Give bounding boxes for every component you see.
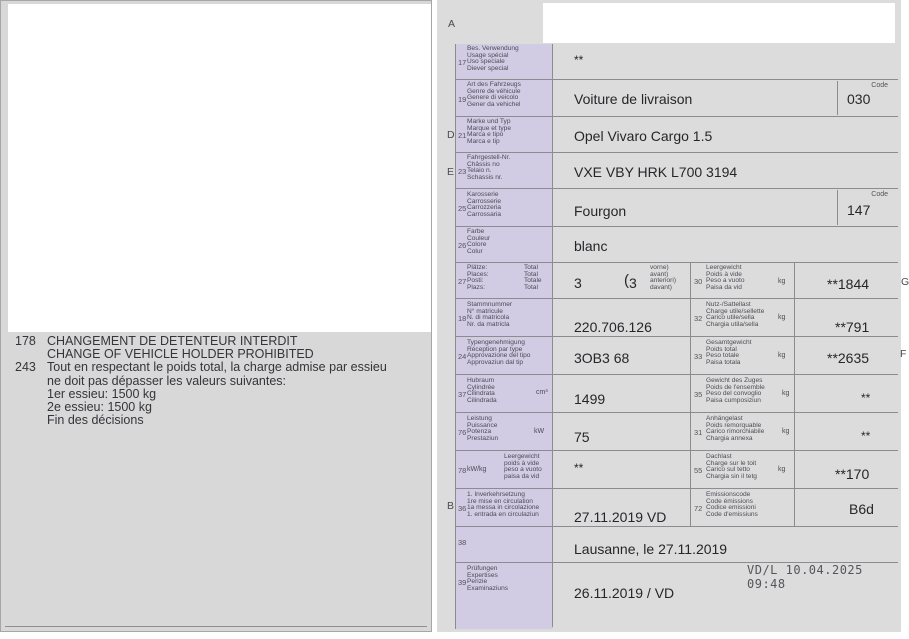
unit: kg xyxy=(778,278,786,285)
field-value-right: **1844 xyxy=(827,276,870,292)
code-label: Code xyxy=(871,191,888,198)
field-label: Hubraum Cylindrée Cilindrata Cilindrada xyxy=(467,377,497,404)
field-27-seats xyxy=(456,263,898,299)
field-25-body xyxy=(456,189,898,227)
decision-line: 1er essieu: 1500 kg xyxy=(47,386,157,401)
field-value: Lausanne, le 27.11.2019 xyxy=(574,541,728,557)
decision-line: CHANGEMENT DE DETENTEUR INTERDIT xyxy=(47,334,298,348)
unit: kW/kg xyxy=(467,466,487,473)
field-18-matriculation xyxy=(456,299,898,337)
field-value-right: B6d xyxy=(849,501,874,517)
field-number: 35 xyxy=(694,390,703,399)
field-number: 25 xyxy=(458,204,467,213)
unit: kg xyxy=(778,314,786,321)
field-19-vehicle-type xyxy=(456,80,898,117)
decision-178 xyxy=(11,335,429,361)
field-number: 27 xyxy=(458,277,467,286)
registration-table xyxy=(455,44,897,629)
field-value: 26.11.2019 / VD xyxy=(574,585,675,601)
unit: cm³ xyxy=(536,389,548,396)
field-value: Voiture de livraison xyxy=(574,91,693,107)
field-number: 23 xyxy=(458,167,467,176)
decision-line: Fin des décisions xyxy=(47,413,144,428)
code-box xyxy=(837,81,894,115)
section-letter-a: A xyxy=(448,18,456,30)
decision-code: 178 xyxy=(15,334,36,348)
field-number: 36 xyxy=(458,504,467,513)
field-value-right: ** xyxy=(861,429,871,443)
code-label: Code xyxy=(871,82,888,89)
field-value: 3OB3 68 xyxy=(574,350,630,366)
field-36-first-registration xyxy=(456,489,898,527)
field-value: Opel Vivaro Cargo 1.5 xyxy=(574,128,713,144)
field-label: Typengenehmigung Réception par type Approvazione del tipo Approvaziun dal tip xyxy=(467,339,531,366)
field-number: 33 xyxy=(694,352,703,361)
field-label: 1. Inverkehrsetzung 1re mise en circulation 1a messa in circolazione 1. entrada en circulaziun xyxy=(467,491,540,518)
field-37-displacement xyxy=(456,375,898,413)
margin-letter-f: F xyxy=(900,348,907,360)
field-value: blanc xyxy=(574,238,608,254)
field-number: 17 xyxy=(458,58,467,67)
decision-line: CHANGE OF VEHICLE HOLDER PROHIBITED xyxy=(47,347,314,362)
field-number: 19 xyxy=(458,95,467,104)
field-number: 72 xyxy=(694,504,703,513)
unit: kg xyxy=(782,428,790,435)
field-24-type-approval xyxy=(456,337,898,375)
unit: kg xyxy=(778,466,786,473)
inspection-stamp: VD/L 10.04.2025 09:48 xyxy=(747,563,863,591)
decision-243 xyxy=(11,361,429,427)
field-number: 39 xyxy=(458,578,467,587)
field-label: Leistung Puissance Potenza Prestaziun xyxy=(467,415,499,442)
redacted-area xyxy=(543,3,895,43)
left-page xyxy=(0,0,432,632)
code-box xyxy=(837,190,894,225)
field-number: 26 xyxy=(458,241,467,250)
field-label: Total Total Totale Total xyxy=(524,264,542,291)
field-value: 27.11.2019 VD xyxy=(574,509,667,525)
code-value: 030 xyxy=(847,91,871,107)
field-value-front: 3 xyxy=(629,275,637,291)
unit: kg xyxy=(782,390,790,397)
field-label: Art des Fahrzeugs Genre de véhicule Genere di veicolo Gener da vehichel xyxy=(467,81,521,108)
section-letter-d: D xyxy=(447,129,455,141)
field-number: 76 xyxy=(458,428,467,437)
field-label: Leergewicht poids à vide peso a vuoto paisa da vid xyxy=(504,453,542,480)
field-label: Fahrgestell-Nr. Châssis no Telaio n. Schassis nr. xyxy=(467,154,511,181)
field-value-right: **2635 xyxy=(827,350,870,366)
field-17-special-use xyxy=(456,44,898,80)
field-value: 220.706.126 xyxy=(574,319,652,335)
decisions-list xyxy=(11,335,429,427)
field-label: Bes. Verwendung Usage spécial Uso speciale Diever special xyxy=(467,45,519,72)
section-letter-b: B xyxy=(447,500,455,512)
field-label: Karosserie Carrosserie Carrozzeria Carrossaria xyxy=(467,191,502,218)
field-23-chassis-number xyxy=(456,153,898,189)
field-label: vorne) avant) anteriori) davant) xyxy=(650,264,677,291)
field-label: Prüfungen Expertises Perizie Examinaziuns xyxy=(467,565,509,592)
redacted-area xyxy=(8,4,431,332)
field-38-place-date xyxy=(456,527,898,563)
field-78-power-weight xyxy=(456,451,898,489)
divider xyxy=(5,626,427,627)
unit: kg xyxy=(778,352,786,359)
field-value: 1499 xyxy=(574,391,606,407)
field-21-make-type xyxy=(456,117,898,153)
decision-line: Tout en respectant le poids total, la charge admise par essieu xyxy=(47,360,387,375)
code-value: 147 xyxy=(847,202,871,218)
field-label: Stammnummer N° matricule N. di matricola Nr. da matricla xyxy=(467,301,513,328)
field-label: Gesamtgewicht Poids total Peso totale Paisa totala xyxy=(706,339,752,366)
field-value: ** xyxy=(574,53,584,67)
field-value-right: **791 xyxy=(835,319,870,335)
field-label: Emissionscode Code émissions Codice emissioni Code d'emissiuns xyxy=(706,491,758,518)
field-number: 24 xyxy=(458,352,467,361)
field-number: 32 xyxy=(694,314,703,323)
field-label: Dachlast Charge sur le toit Carico sul tetto Chargia sin il tetg xyxy=(706,453,757,480)
field-number: 55 xyxy=(694,466,703,475)
field-value: VXE VBY HRK L700 3194 xyxy=(574,164,738,180)
field-label: Farbe Couleur Colore Colur xyxy=(467,228,491,255)
field-number: 38 xyxy=(458,538,467,547)
field-number: 78 xyxy=(458,466,467,475)
field-number: 18 xyxy=(458,314,467,323)
field-value: ** xyxy=(574,461,584,475)
field-number: 21 xyxy=(458,131,467,140)
field-value: 75 xyxy=(574,429,590,445)
decision-line: 2e essieu: 1500 kg xyxy=(47,400,152,415)
field-76-power xyxy=(456,413,898,451)
paren-left: ( xyxy=(624,272,629,289)
field-value-right: **170 xyxy=(835,466,870,482)
field-number: 31 xyxy=(694,428,703,437)
field-value: 3 xyxy=(574,275,582,291)
field-label: Nutz-/Sattellast Charge utile/sellette Carico utile/sella Chargia utila/sella xyxy=(706,301,765,328)
field-value-right: ** xyxy=(861,391,871,405)
field-number: 30 xyxy=(694,277,703,286)
decision-line: ne doit pas dépasser les valeurs suivantes: xyxy=(47,373,287,388)
unit: kW xyxy=(534,428,545,435)
field-label: Gewicht des Zuges Poids de l'ensemble Peso del convoglio Paisa cumposiziun xyxy=(706,377,765,404)
right-page xyxy=(437,0,909,632)
margin-letter-g: G xyxy=(901,276,909,288)
decision-code: 243 xyxy=(15,360,36,375)
field-26-colour xyxy=(456,227,898,263)
field-label: Plätze: Places: Posti: Plazs: xyxy=(467,264,489,291)
field-value: Fourgon xyxy=(574,203,627,219)
field-number: 37 xyxy=(458,390,467,399)
section-letter-e: E xyxy=(447,166,455,178)
field-label: Marke und Typ Marque et type Marca e tipo Marca e tip xyxy=(467,118,511,145)
field-label: Anhängelast Poids remorquable Carico rimorchiabile Chargia annexa xyxy=(706,415,765,442)
field-label: Leergewicht Poids à vide Peso a vuoto Paisa da vid xyxy=(706,264,745,291)
